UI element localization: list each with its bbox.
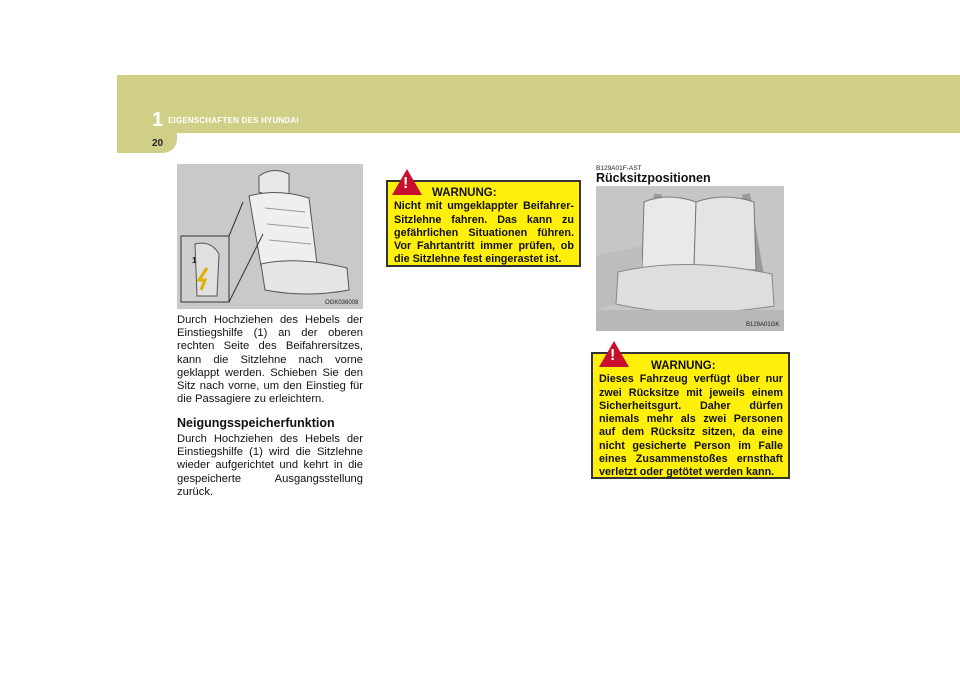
front-seat-figure	[177, 164, 363, 309]
section-code: B129A01F-AST	[596, 165, 642, 172]
warning-title: WARNUNG:	[651, 360, 716, 372]
paragraph-2: Durch Hochziehen des Hebels der Einstiegshilfe (1) wird die Sitzlehne wieder aufgerichtet und kehrt in die gespeicherte Ausgangsstellung zurück.	[177, 433, 363, 498]
warning-title: WARNUNG:	[432, 187, 497, 199]
page-tab	[117, 133, 177, 153]
page-number: 20	[152, 138, 164, 149]
section-heading-2: Rücksitzpositionen	[596, 171, 711, 185]
warning-text: Dieses Fahrzeug verfügt über nur zwei Rücksitze mit jeweils einem Sicherheitsgurt. Daher dürfen niemals mehr als zwei Personen auf dem Rücksitz sitzen, da eine nicht gesicherte Person im Falle eines Zusammenstoßes ernsthaft verletzt oder getötet werden kann.	[599, 373, 783, 479]
warning-text: Nicht mit umgeklappter Beifahrer-Sitzlehne fahren. Das kann zu gefährlichen Situationen führen. Vor Fahrtantritt immer prüfen, ob die Sitzlehne fest eingerastet ist.	[394, 200, 574, 266]
rear-seat-illustration	[596, 186, 784, 331]
front-seat-illustration	[177, 164, 363, 309]
lever-marker: 1	[192, 256, 197, 265]
figure-code: B129A01GK	[746, 322, 780, 328]
warning-icon: !	[392, 169, 422, 195]
warning-icon: !	[599, 341, 629, 367]
section-heading-1: Neigungsspeicherfunktion	[177, 416, 335, 430]
chapter-title: EIGENSCHAFTEN DES HYUNDAI	[168, 116, 299, 125]
rear-seat-figure	[596, 186, 784, 331]
chapter-number: 1	[152, 109, 164, 131]
figure-code: OGK036008	[325, 300, 359, 306]
paragraph-1: Durch Hochziehen des Hebels der Einstiegshilfe (1) an der oberen rechten Seite des Beifahrersitzes, kann die Sitzlehne nach vorne geklappt werden. Schieben Sie den Sitz nach vorne, um den Einstieg für die Passagiere zu erleichtern.	[177, 314, 363, 406]
warning-box-2	[591, 352, 790, 479]
